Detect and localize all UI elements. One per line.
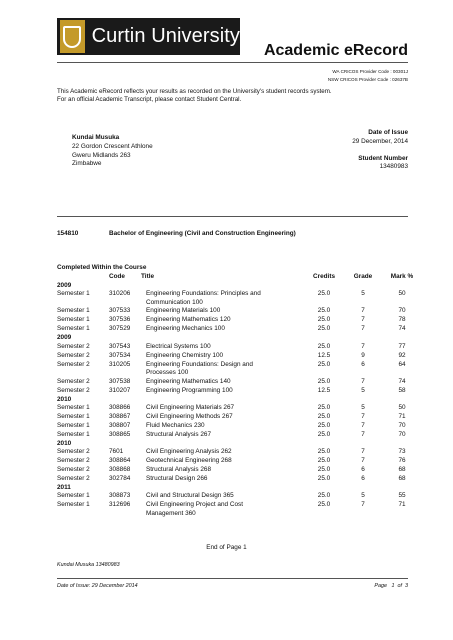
unit-code-cell: 312696 <box>109 501 131 509</box>
col-header-mark: Mark % <box>390 273 414 280</box>
unit-code-cell: 7601 <box>109 448 124 456</box>
student-number-label: Student Number <box>358 154 408 162</box>
unit-title-cell: Engineering Foundations: Principles and Communication 100 <box>146 290 261 306</box>
unit-title-cell: Structural Analysis 268 <box>146 466 212 474</box>
section-divider <box>57 216 408 217</box>
credits-cell: 25.0 <box>317 466 331 474</box>
mark-cell: 70 <box>398 422 406 429</box>
credits-cell: 25.0 <box>317 377 331 385</box>
grade-cell: 7 <box>361 457 365 465</box>
page-indicator <box>374 583 408 589</box>
semester-cell: Semester 2 <box>57 386 90 394</box>
credits-cell: 25.0 <box>317 475 331 483</box>
grade-cell: 7 <box>361 342 365 350</box>
grade-cell: 7 <box>361 431 365 438</box>
grade-cell: 7 <box>361 325 365 333</box>
mark-cell: 71 <box>398 413 406 420</box>
semester-cell: Semester 1 <box>57 413 90 420</box>
credits-cell: 25.0 <box>317 404 331 411</box>
credits-cell: 25.0 <box>317 457 331 465</box>
unit-code-cell: 307533 <box>109 307 131 315</box>
address-line: Gweru Midlands 263 <box>72 151 131 159</box>
unit-code-cell: 307534 <box>109 351 131 359</box>
program-name: Bachelor of Engineering (Civil and Construction Engineering) <box>109 230 296 237</box>
credits-cell: 25.0 <box>317 325 331 333</box>
credits-cell: 12.5 <box>317 386 331 394</box>
mark-cell: 50 <box>398 290 406 298</box>
unit-title-cell: Engineering Mathematics 140 <box>146 377 231 385</box>
mark-cell: 64 <box>398 360 406 368</box>
page-total: 3 <box>405 583 408 589</box>
unit-code-cell: 307543 <box>109 342 131 350</box>
grade-cell: 6 <box>361 466 365 474</box>
semester-cell: Semester 1 <box>57 316 90 324</box>
unit-title-cell: Civil Engineering Analysis 262 <box>146 448 232 456</box>
program-code: 154810 <box>57 230 79 237</box>
unit-code-cell: 308807 <box>109 422 131 429</box>
issue-block <box>352 129 408 172</box>
col-header-title: Title <box>141 273 155 280</box>
intro-line: This Academic eRecord reflects your results as recorded on the University's student records system. <box>57 88 332 95</box>
footer-issue-date: Date of Issue: 29 December 2014 <box>57 583 138 589</box>
unit-title-cell: Structural Design 266 <box>146 475 208 483</box>
semester-cell: Semester 1 <box>57 431 90 438</box>
grade-cell: 7 <box>361 413 365 420</box>
intro-line: For an official Academic Transcript, please contact Student Central. <box>57 96 242 103</box>
unit-code-cell: 307538 <box>109 377 131 385</box>
semester-cell: Semester 1 <box>57 325 90 333</box>
semester-cell: Semester 1 <box>57 501 90 509</box>
grade-cell: 6 <box>361 360 365 368</box>
mark-cell: 55 <box>398 492 406 500</box>
grade-cell: 5 <box>361 404 365 411</box>
unit-code-cell: 308865 <box>109 431 131 438</box>
semester-cell: Semester 1 <box>57 492 90 500</box>
provider-code-wa: WA CRICOS Provider Code : 00301J <box>332 69 408 74</box>
grade-cell: 6 <box>361 475 365 483</box>
unit-code-cell: 310207 <box>109 386 131 394</box>
mark-cell: 74 <box>398 325 406 333</box>
unit-title-cell: Engineering Mechanics 100 <box>146 325 225 333</box>
unit-title-cell: Civil Engineering Methods 267 <box>146 413 233 420</box>
grade-cell: 5 <box>361 290 365 298</box>
credits-cell: 25.0 <box>317 413 331 420</box>
document-title: Academic eRecord <box>263 42 408 59</box>
year-label: 2009 <box>57 334 72 342</box>
semester-cell: Semester 1 <box>57 290 90 298</box>
unit-title-cell: Civil Engineering Materials 267 <box>146 404 235 411</box>
page-of: of <box>397 583 402 589</box>
mark-cell: 68 <box>398 475 406 483</box>
grade-cell: 5 <box>361 492 365 500</box>
grade-cell: 5 <box>361 386 365 394</box>
semester-cell: Semester 1 <box>57 404 90 411</box>
semester-cell: Semester 1 <box>57 307 90 315</box>
semester-cell: Semester 2 <box>57 448 90 456</box>
unit-title-cell: Civil and Structural Design 365 <box>146 492 234 500</box>
credits-cell: 25.0 <box>317 448 331 456</box>
page-number: 1 <box>391 583 395 589</box>
credits-cell: 25.0 <box>317 307 331 315</box>
credits-cell: 25.0 <box>317 492 331 500</box>
credits-cell: 25.0 <box>317 431 331 438</box>
credits-cell: 25.0 <box>317 316 331 324</box>
mark-cell: 70 <box>398 307 406 315</box>
col-header-grade: Grade <box>353 273 373 280</box>
page-label: Page <box>374 583 387 589</box>
mark-cell: 92 <box>398 351 406 359</box>
mark-cell: 50 <box>398 404 406 411</box>
grade-cell: 7 <box>361 448 365 456</box>
unit-title-cell: Engineering Materials 100 <box>146 307 221 315</box>
year-label: 2010 <box>57 395 72 403</box>
unit-title-cell: Civil Engineering Project and Cost Management 360 <box>146 501 243 517</box>
year-label: 2010 <box>57 440 72 447</box>
semester-cell: Semester 2 <box>57 475 90 483</box>
unit-code-cell: 310205 <box>109 360 131 368</box>
unit-title-cell: Structural Analysis 267 <box>146 431 212 438</box>
mark-cell: 58 <box>398 386 406 394</box>
unit-code-cell: 308864 <box>109 457 131 465</box>
semester-cell: Semester 2 <box>57 457 90 465</box>
student-address-block <box>72 134 153 169</box>
address-line: 22 Gordon Crescent Athlone <box>72 142 153 150</box>
credits-cell: 25.0 <box>317 501 331 509</box>
address-line: Zimbabwe <box>72 160 102 168</box>
grade-cell: 9 <box>361 351 365 359</box>
unit-code-cell: 310206 <box>109 290 131 298</box>
footer-name: Kundai Musuka 13480983 <box>57 562 120 568</box>
issue-date-label: Date of Issue <box>368 129 408 136</box>
unit-code-cell: 308866 <box>109 404 131 411</box>
student-number: 13480983 <box>379 163 408 171</box>
credits-cell: 12.5 <box>317 351 331 359</box>
grade-cell: 7 <box>361 422 365 429</box>
unit-code-cell: 308868 <box>109 466 131 474</box>
semester-cell: Semester 2 <box>57 466 90 474</box>
unit-code-cell: 307536 <box>109 316 131 324</box>
semester-cell: Semester 2 <box>57 360 90 368</box>
unit-title-cell: Geotechnical Engineering 268 <box>146 457 232 465</box>
section-title: Completed Within the Course <box>57 264 147 271</box>
grade-cell: 7 <box>361 377 365 385</box>
unit-title-cell: Engineering Foundations: Design and Processes 100 <box>146 360 253 377</box>
end-of-page: End of Page 1 <box>206 544 247 551</box>
semester-cell: Semester 2 <box>57 342 90 350</box>
semester-cell: Semester 1 <box>57 422 90 429</box>
unit-code-cell: 308873 <box>109 492 131 500</box>
mark-cell: 73 <box>398 448 406 456</box>
unit-code-cell: 302784 <box>109 475 131 483</box>
issue-date: 29 December, 2014 <box>352 137 408 145</box>
mark-cell: 68 <box>398 466 406 474</box>
col-header-code: Code <box>109 273 125 280</box>
unit-title-cell: Engineering Programming 100 <box>146 386 233 394</box>
intro-text <box>57 88 332 104</box>
grade-cell: 7 <box>361 316 365 324</box>
grade-cell: 7 <box>361 501 365 509</box>
curtin-logo <box>57 18 240 55</box>
year-label: 2011 <box>57 484 71 492</box>
footer-divider <box>57 578 408 579</box>
mark-cell: 77 <box>398 342 406 350</box>
credits-cell: 25.0 <box>317 360 331 368</box>
col-header-credits: Credits <box>312 273 336 280</box>
mark-cell: 76 <box>398 457 406 465</box>
unit-title-cell: Fluid Mechanics 230 <box>146 422 205 429</box>
unit-code-cell: 308867 <box>109 413 131 420</box>
unit-code-cell: 307529 <box>109 325 131 333</box>
student-name: Kundai Musuka <box>72 134 120 141</box>
mark-cell: 78 <box>398 316 406 324</box>
crest-icon <box>60 20 85 53</box>
semester-cell: Semester 2 <box>57 377 90 385</box>
credits-cell: 25.0 <box>317 290 331 298</box>
grade-cell: 7 <box>361 307 365 315</box>
credits-cell: 25.0 <box>317 342 331 350</box>
unit-title-cell: Engineering Mathematics 120 <box>146 316 231 324</box>
unit-title-cell: Electrical Systems 100 <box>146 342 211 350</box>
semester-cell: Semester 2 <box>57 351 90 359</box>
provider-code-nsw: NSW CRICOS Provider Code : 02637B <box>327 77 408 82</box>
mark-cell: 74 <box>398 377 406 385</box>
mark-cell: 71 <box>398 501 406 509</box>
unit-title-cell: Engineering Chemistry 100 <box>146 351 224 359</box>
year-label: 2009 <box>57 282 72 289</box>
logo-text: Curtin University <box>91 25 240 47</box>
mark-cell: 70 <box>398 431 406 438</box>
credits-cell: 25.0 <box>317 422 331 429</box>
header-divider <box>57 62 408 63</box>
